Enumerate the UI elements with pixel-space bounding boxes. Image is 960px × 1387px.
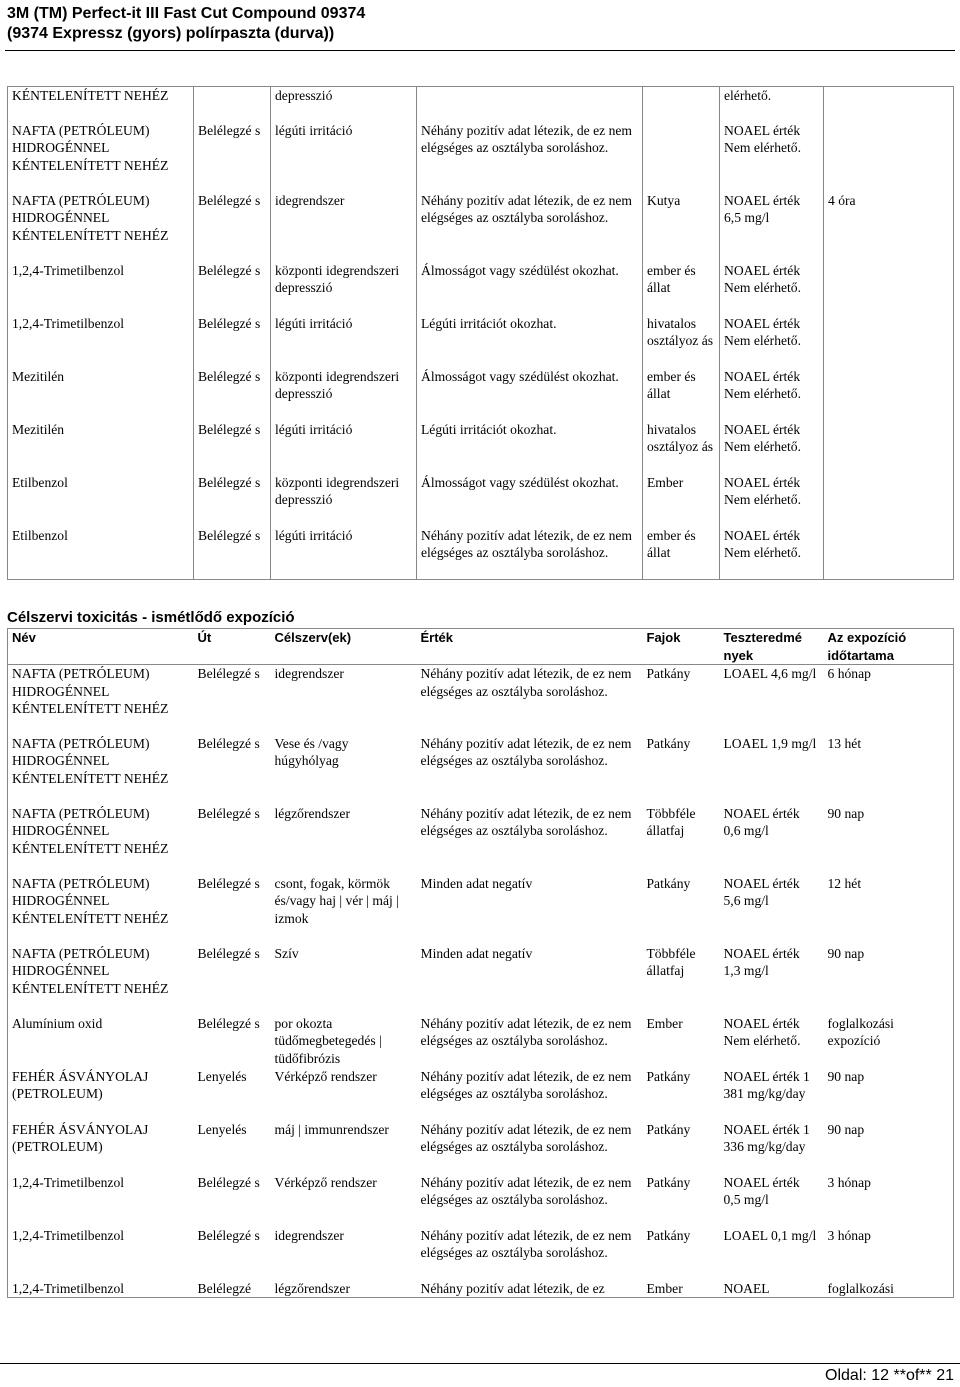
cell-name: Etilbenzol — [8, 527, 194, 580]
column-header-species: Fajok — [643, 629, 720, 665]
cell-value: Néhány pozitív adat létezik, de ez nem elégséges az osztályba soroláshoz. — [420, 1227, 632, 1261]
cell-test-result: NOAEL érték Nem elérhető. — [720, 421, 824, 474]
cell-target-organs: légúti irritáció — [271, 527, 417, 580]
table-row — [8, 122, 954, 192]
cell-route: Belélegzé s — [194, 192, 271, 262]
cell-test-result: NOAEL érték Nem elérhető. — [720, 527, 824, 580]
cell-name: KÉNTELENÍTETT NEHÉZ — [8, 87, 194, 122]
cell-test-result: NOAEL érték 5,6 mg/l — [723, 875, 800, 909]
cell-value: Néhány pozitív adat létezik, de ez nem elégséges az osztályba soroláshoz. — [417, 192, 643, 262]
cell-exposure-duration: 90 nap — [827, 945, 865, 961]
cell-target-organs: Vese és /vagy húgyhólyag — [274, 735, 349, 769]
table-row — [8, 1121, 954, 1174]
cell-target-organs: Vérképző rendszer — [274, 1174, 377, 1190]
table-row — [8, 805, 954, 875]
cell-value — [417, 87, 643, 122]
cell-value: Minden adat negatív — [420, 875, 533, 891]
cell-target-organs: légzőrendszer — [274, 805, 350, 821]
cell-route: Belélegzé — [197, 1280, 252, 1296]
cell-name: FEHÉR ÁSVÁNYOLAJ (PETROLEUM) — [12, 1068, 149, 1102]
cell-test-result: NOAEL — [723, 1280, 770, 1296]
table-row — [8, 1227, 954, 1280]
table-row — [8, 421, 954, 474]
cell-name: 1,2,4-Trimetilbenzol — [8, 315, 194, 368]
cell-route: Belélegzé s — [194, 368, 271, 421]
cell-test-result: NOAEL érték 6,5 mg/l — [720, 192, 824, 262]
cell-test-result: NOAEL érték 1,3 mg/l — [723, 945, 800, 979]
table-row — [8, 1174, 954, 1227]
cell-route: Belélegzé s — [197, 805, 260, 821]
cell-route: Belélegzé s — [194, 527, 271, 580]
cell-species: Patkány — [646, 875, 691, 891]
cell-species: Ember — [643, 474, 720, 527]
cell-value: Légúti irritációt okozhat. — [417, 315, 643, 368]
column-header-exposure-duration: Az expozíció időtartama — [824, 629, 954, 665]
table-row — [8, 875, 954, 945]
repeated-exposure-table — [7, 628, 954, 1298]
cell-target-organs: máj | immunrendszer — [274, 1121, 389, 1137]
cell-target-organs: Vérképző rendszer — [274, 1068, 377, 1084]
cell-value: Néhány pozitív adat létezik, de ez nem elégséges az osztályba soroláshoz. — [420, 1068, 632, 1102]
cell-value: Néhány pozitív adat létezik, de ez — [420, 1280, 605, 1296]
cell-species: Patkány — [646, 1068, 691, 1084]
cell-test-result: NOAEL érték Nem elérhető. — [720, 122, 824, 192]
table-header-row — [8, 629, 954, 665]
cell-test-result: LOAEL 4,6 mg/l — [723, 666, 817, 682]
cell-species: Patkány — [646, 1121, 691, 1137]
single-exposure-table — [7, 86, 954, 580]
cell-value: Néhány pozitív adat létezik, de ez nem elégséges az osztályba soroláshoz. — [417, 122, 643, 192]
table-row — [8, 1068, 954, 1121]
cell-species: Kutya — [643, 192, 720, 262]
table-row — [8, 735, 954, 805]
cell-test-result: NOAEL érték Nem elérhető. — [723, 1015, 801, 1049]
cell-test-result: NOAEL érték Nem elérhető. — [720, 262, 824, 315]
cell-name: Mezitilén — [8, 421, 194, 474]
cell-route: Belélegzé s — [197, 875, 260, 891]
cell-name: NAFTA (PETRÓLEUM) HIDROGÉNNEL KÉNTELENÍTETT NEHÉZ — [8, 122, 194, 192]
cell-target-organs: csont, fogak, körmök és/vagy haj | vér | máj | izmok — [274, 875, 399, 926]
cell-species — [643, 122, 720, 192]
cell-target-organs: depresszió — [271, 87, 417, 122]
cell-route: Belélegzé s — [197, 666, 260, 682]
cell-value: Néhány pozitív adat létezik, de ez nem elégséges az osztályba soroláshoz. — [420, 666, 632, 699]
cell-target-organs: központi idegrendszeri depresszió — [271, 474, 417, 527]
cell-value: Néhány pozitív adat létezik, de ez nem elégséges az osztályba soroláshoz. — [420, 1015, 632, 1049]
cell-name: NAFTA (PETRÓLEUM) HIDROGÉNNEL KÉNTELENÍTETT NEHÉZ — [12, 666, 169, 717]
cell-value: Néhány pozitív adat létezik, de ez nem elégséges az osztályba soroláshoz. — [420, 735, 632, 769]
cell-name: FEHÉR ÁSVÁNYOLAJ (PETROLEUM) — [12, 1121, 149, 1155]
cell-name: Etilbenzol — [8, 474, 194, 527]
cell-target-organs: Szív — [274, 945, 299, 961]
cell-name: 1,2,4-Trimetilbenzol — [12, 1227, 125, 1243]
document-header — [7, 4, 953, 46]
cell-exposure-duration: foglalkozási — [827, 1280, 894, 1296]
cell-name: NAFTA (PETRÓLEUM) HIDROGÉNNEL KÉNTELENÍTETT NEHÉZ — [12, 805, 169, 856]
cell-target-organs: idegrendszer — [274, 666, 344, 682]
cell-value: Néhány pozitív adat létezik, de ez nem elégséges az osztályba soroláshoz. — [417, 527, 643, 580]
product-title: 3M (TM) Perfect-it III Fast Cut Compound 09374 — [7, 5, 366, 22]
column-header-value: Érték — [417, 629, 643, 665]
cell-test-result: NOAEL érték 0,5 mg/l — [723, 1174, 800, 1208]
cell-route: Belélegzé s — [194, 262, 271, 315]
cell-route: Belélegzé s — [197, 945, 260, 961]
cell-exposure-duration — [824, 474, 954, 527]
cell-route: Lenyelés — [197, 1121, 247, 1137]
cell-value: Minden adat negatív — [420, 945, 533, 961]
cell-route: Belélegzé s — [197, 1174, 260, 1190]
section-title: Célszervi toxicitás - ismétlődő expozíció — [7, 609, 295, 626]
cell-exposure-duration — [824, 368, 954, 421]
cell-exposure-duration: 90 nap — [827, 805, 865, 821]
cell-name: Alumínium oxid — [12, 1015, 103, 1031]
cell-species: Patkány — [646, 1227, 691, 1243]
column-header-route: Út — [194, 629, 271, 665]
cell-species — [643, 87, 720, 122]
cell-species: Patkány — [646, 1174, 691, 1190]
cell-exposure-duration — [824, 262, 954, 315]
cell-route — [194, 87, 271, 122]
cell-exposure-duration: 6 hónap — [827, 666, 871, 682]
table-row — [8, 87, 954, 122]
cell-value: Néhány pozitív adat létezik, de ez nem elégséges az osztályba soroláshoz. — [420, 1174, 632, 1208]
cell-target-organs: légúti irritáció — [271, 315, 417, 368]
cell-species: Ember — [646, 1280, 683, 1296]
single-exposure-table-body — [8, 87, 954, 580]
cell-species: ember és állat — [643, 527, 720, 580]
cell-species: ember és állat — [643, 262, 720, 315]
table-row — [8, 262, 954, 315]
table-row — [8, 368, 954, 421]
cell-exposure-duration: 3 hónap — [827, 1227, 871, 1243]
cell-exposure-duration: foglalkozási expozíció — [827, 1015, 894, 1049]
cell-species: ember és állat — [643, 368, 720, 421]
cell-test-result: LOAEL 0,1 mg/l — [723, 1227, 817, 1243]
cell-species: Többféle állatfaj — [646, 945, 696, 979]
cell-value: Álmosságot vagy szédülést okozhat. — [417, 368, 643, 421]
cell-route: Belélegzé s — [197, 1015, 260, 1031]
cell-target-organs: idegrendszer — [274, 1227, 344, 1243]
repeated-exposure-table-body — [8, 665, 954, 1298]
cell-route: Belélegzé s — [194, 315, 271, 368]
table-row — [8, 665, 954, 735]
cell-species: Ember — [646, 1015, 683, 1031]
cell-route: Lenyelés — [197, 1068, 247, 1084]
cell-exposure-duration: 4 óra — [824, 192, 954, 262]
cell-value: Légúti irritációt okozhat. — [417, 421, 643, 474]
cell-test-result: NOAEL érték 1 336 mg/kg/day — [723, 1121, 810, 1155]
cell-exposure-duration — [824, 87, 954, 122]
page-number: Oldal: 12 **of** 21 — [825, 1367, 954, 1384]
cell-name: 1,2,4-Trimetilbenzol — [8, 262, 194, 315]
cell-exposure-duration: 3 hónap — [827, 1174, 871, 1190]
cell-exposure-duration — [824, 421, 954, 474]
cell-test-result: NOAEL érték 1 381 mg/kg/day — [723, 1068, 810, 1102]
table-row — [8, 1015, 954, 1068]
table-row — [8, 527, 954, 580]
cell-target-organs: por okozta tüdőmegbetegedés | tüdőfibrózis — [274, 1015, 382, 1066]
column-header-name: Név — [8, 629, 194, 665]
header-divider — [5, 50, 955, 51]
column-header-target-organs: Célszerv(ek) — [271, 629, 417, 665]
cell-species: Patkány — [646, 735, 691, 751]
cell-target-organs: légúti irritáció — [271, 421, 417, 474]
cell-value: Néhány pozitív adat létezik, de ez nem elégséges az osztályba soroláshoz. — [420, 805, 632, 839]
cell-route: Belélegzé s — [194, 421, 271, 474]
column-header-test-result: Teszteredmé nyek — [720, 629, 824, 665]
cell-test-result: LOAEL 1,9 mg/l — [723, 735, 817, 751]
cell-exposure-duration: 90 nap — [827, 1068, 865, 1084]
cell-test-result: NOAEL érték Nem elérhető. — [720, 474, 824, 527]
cell-target-organs: idegrendszer — [271, 192, 417, 262]
cell-target-organs: légzőrendszer — [274, 1280, 350, 1296]
cell-test-result: NOAEL érték 0,6 mg/l — [723, 805, 800, 839]
cell-value: Álmosságot vagy szédülést okozhat. — [417, 474, 643, 527]
cell-species: Patkány — [646, 666, 691, 682]
cell-route: Belélegzé s — [197, 1227, 260, 1243]
footer-divider — [0, 1363, 960, 1364]
cell-name: NAFTA (PETRÓLEUM) HIDROGÉNNEL KÉNTELENÍTETT NEHÉZ — [12, 875, 169, 926]
cell-name: 1,2,4-Trimetilbenzol — [12, 1280, 125, 1296]
cell-exposure-duration — [824, 122, 954, 192]
cell-route: Belélegzé s — [194, 474, 271, 527]
cell-route: Belélegzé s — [197, 735, 260, 751]
cell-name: Mezitilén — [8, 368, 194, 421]
cell-route: Belélegzé s — [194, 122, 271, 192]
cell-name: NAFTA (PETRÓLEUM) HIDROGÉNNEL KÉNTELENÍTETT NEHÉZ — [12, 945, 169, 996]
cell-species: Többféle állatfaj — [646, 805, 696, 839]
table-row — [8, 1280, 954, 1298]
table-row — [8, 474, 954, 527]
cell-value: Néhány pozitív adat létezik, de ez nem elégséges az osztályba soroláshoz. — [420, 1121, 632, 1155]
cell-name: NAFTA (PETRÓLEUM) HIDROGÉNNEL KÉNTELENÍTETT NEHÉZ — [8, 192, 194, 262]
cell-exposure-duration: 13 hét — [827, 735, 862, 751]
cell-target-organs: központi idegrendszeri depresszió — [271, 368, 417, 421]
cell-exposure-duration: 12 hét — [827, 875, 862, 891]
cell-exposure-duration — [824, 315, 954, 368]
cell-test-result: NOAEL érték Nem elérhető. — [720, 315, 824, 368]
cell-species: hivatalos osztályoz ás — [643, 315, 720, 368]
cell-target-organs: központi idegrendszeri depresszió — [271, 262, 417, 315]
cell-species: hivatalos osztályoz ás — [643, 421, 720, 474]
table-row — [8, 945, 954, 1015]
cell-exposure-duration — [824, 527, 954, 580]
cell-name: 1,2,4-Trimetilbenzol — [12, 1174, 125, 1190]
cell-name: NAFTA (PETRÓLEUM) HIDROGÉNNEL KÉNTELENÍTETT NEHÉZ — [12, 735, 169, 786]
cell-test-result: elérhető. — [720, 87, 824, 122]
cell-test-result: NOAEL érték Nem elérhető. — [720, 368, 824, 421]
cell-target-organs: légúti irritáció — [271, 122, 417, 192]
cell-value: Álmosságot vagy szédülést okozhat. — [417, 262, 643, 315]
cell-exposure-duration: 90 nap — [827, 1121, 865, 1137]
product-subtitle: (9374 Expressz (gyors) polírpaszta (durva)) — [7, 25, 335, 42]
table-row — [8, 315, 954, 368]
table-row — [8, 192, 954, 262]
